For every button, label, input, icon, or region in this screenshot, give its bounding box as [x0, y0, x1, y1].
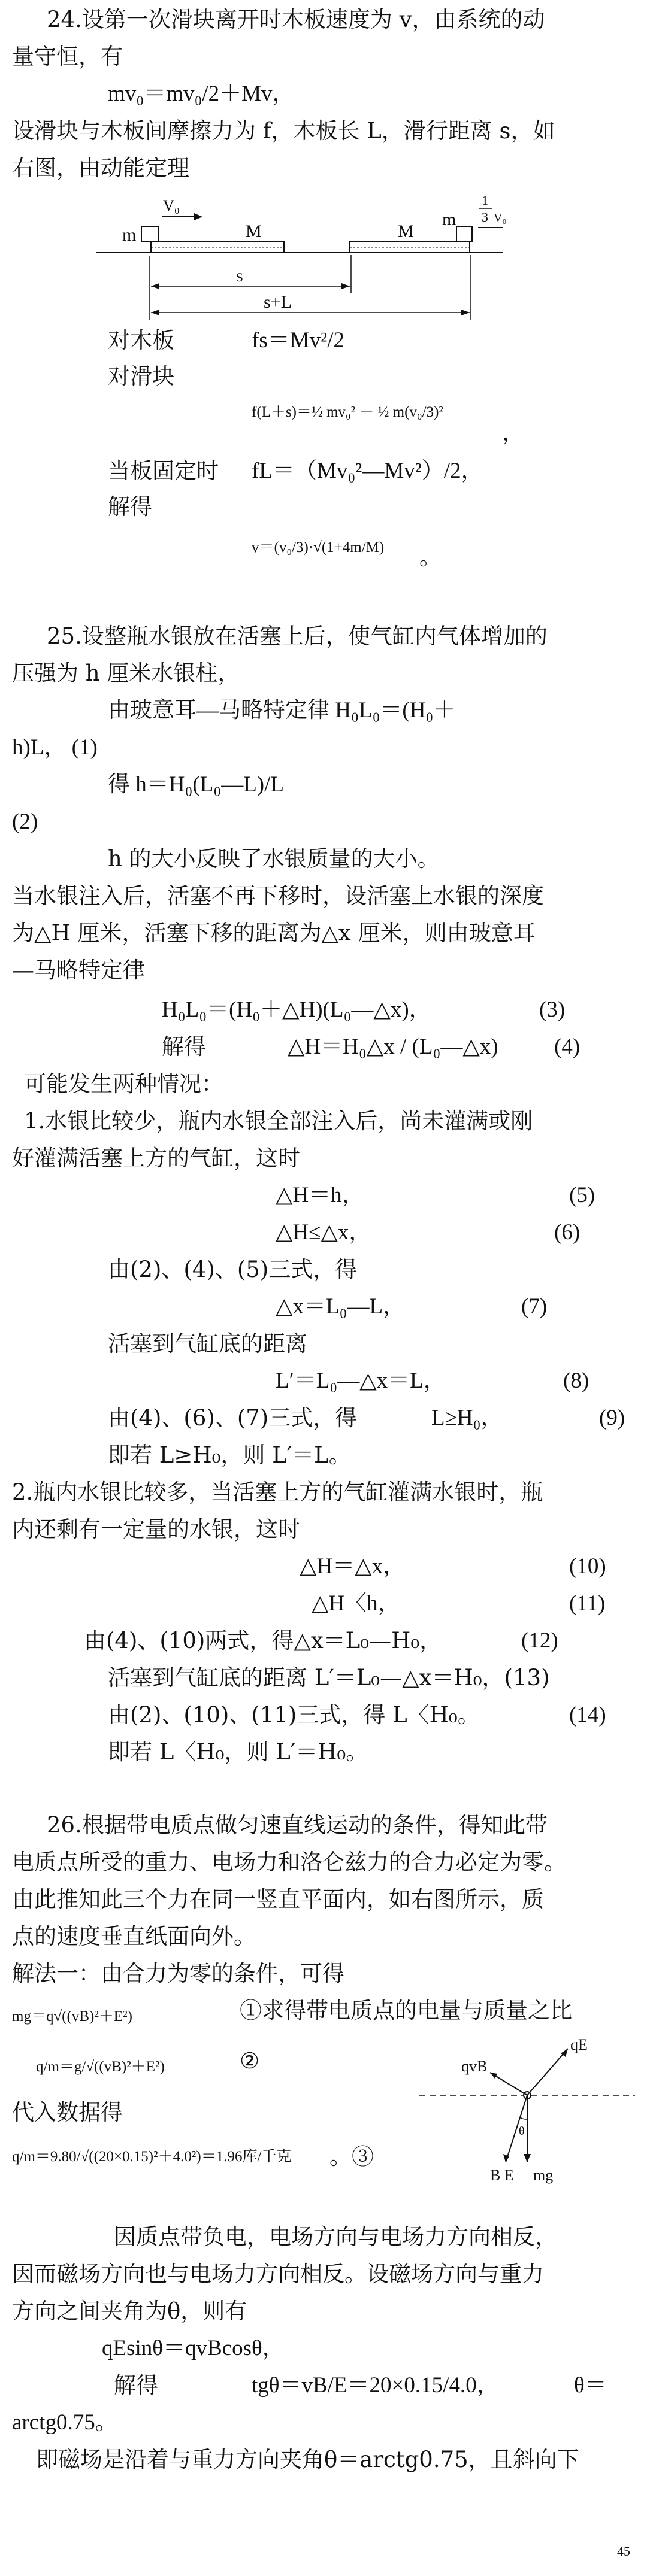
p24-board-label: 对木板 — [108, 327, 174, 353]
p26-line-3: 由此推知此三个力在同一竖直平面内，如右图所示，质 — [12, 1886, 544, 1912]
label-m-left: m — [122, 225, 137, 245]
p26-eq-4: qEsinθ＝qvBcosθ， — [102, 2336, 285, 2360]
p25-line-1: 25.设整瓶水银放在活塞上后，使气缸内气体增加的 — [47, 623, 548, 649]
p25-line-6: (2) — [12, 809, 38, 834]
p24-line-1: 24.设第一次滑块离开时木板速度为 v，由系统的动 — [47, 7, 545, 32]
p25-eq-8: L′＝L₀—△x＝L， — [276, 1369, 446, 1393]
p25-num-10: (10) — [569, 1554, 606, 1579]
p26-eq-1-note: ①求得带电质点的电量与质量之比 — [240, 1998, 572, 2023]
p25-num-14: (14) — [569, 1703, 606, 1727]
p25-num-6: (6) — [554, 1220, 581, 1245]
p25-num-7: (7) — [521, 1294, 548, 1319]
p25-eq-11: △H〈h， — [312, 1591, 400, 1616]
p26-force-diagram — [413, 2035, 641, 2191]
p26-para-1: 因质点带负电，电场方向与电场力方向相反， — [114, 2224, 557, 2250]
p25-if-a: 即若 L≥H₀，则 L′＝L。 — [108, 1442, 351, 1468]
p26-eq-2: q/m＝g/√((vB)²＋E²) — [36, 2059, 165, 2075]
p26-line-5: 解法一：由合力为零的条件，可得 — [12, 1961, 344, 1986]
p24-slider-label: 对滑块 — [108, 363, 174, 389]
p25-cases: 可能发生两种情况： — [24, 1071, 223, 1097]
p26-eq-3: q/m＝9.80/√((20×0.15)²＋4.0²)＝1.96库/千克 — [12, 2149, 292, 2165]
p25-line-4: h)L， (1) — [12, 735, 98, 760]
p25-eq-5: △H＝h， — [276, 1183, 364, 1207]
p24-board-eq: fs＝Mv²/2 — [252, 328, 344, 353]
p25-dist-1: 活塞到气缸底的距离 — [108, 1331, 307, 1357]
p25-from-2: 由(4)、(6)、(7)三式，得 — [108, 1405, 358, 1431]
p26-eq-1: mg＝q√((vB)²＋E²) — [12, 2008, 132, 2025]
p26-solve: 解得 — [114, 2372, 158, 2398]
p25-eq-7: △x＝L₀—L， — [276, 1294, 406, 1319]
p24-solve-end: 。 — [419, 544, 442, 570]
p25-case1-a: 1.水银比较少，瓶内水银全部注入后，尚未灌满或刚 — [24, 1108, 533, 1134]
p25-num-9: (9) — [599, 1406, 625, 1430]
p25-from-4: 由(2)、(10)、(11)三式，得 L〈H₀。 — [108, 1702, 480, 1728]
p25-case2-a: 2.瓶内水银比较多，当活塞上方的气缸灌满水银时，瓶 — [12, 1479, 543, 1505]
p24-line-2: 量守恒，有 — [12, 44, 123, 69]
p25-eq-4: △H＝H₀△x / (L₀—△x) — [288, 1034, 498, 1059]
label-third-num: 1 — [482, 193, 488, 208]
force-label-mg: mg — [533, 2167, 554, 2184]
p25-eq-10: △H＝△x， — [300, 1554, 406, 1579]
p25-if-b: 即若 L〈H₀，则 L′＝H₀。 — [108, 1739, 368, 1765]
p25-line-7: h 的大小反映了水银质量的大小。 — [108, 846, 440, 872]
p24-sliding-block-figure — [84, 193, 507, 330]
force-label-BE: B E — [490, 2167, 514, 2184]
p24-line-3: 设滑块与木板间摩擦力为 f，木板长 L，滑行距离 s，如 — [12, 118, 555, 144]
p24-slider-comma: ， — [502, 420, 524, 445]
label-third-v0: V₀ — [494, 211, 507, 224]
p26-arctg: arctg0.75。 — [12, 2410, 117, 2435]
force-label-theta: θ — [519, 2125, 525, 2138]
p26-last-line: 即磁场是沿着与重力方向夹角θ＝arctg0.75，且斜向下 — [36, 2447, 579, 2472]
p25-eq-6: △H≤△x， — [276, 1220, 371, 1245]
p25-line-9: 为△H 厘米，活塞下移的距离为△x 厘米，则由玻意耳 — [12, 920, 536, 946]
p26-eq-2-no: ② — [240, 2048, 260, 2074]
force-label-qvB: qvB — [461, 2058, 488, 2075]
label-M-right: M — [398, 222, 414, 241]
p24-fixed-label: 当板固定时 — [108, 458, 219, 484]
right-block — [456, 226, 472, 242]
p25-num-5: (5) — [569, 1183, 595, 1207]
left-block — [141, 226, 158, 242]
p25-line-5: 得 h＝H₀(L₀—L)/L — [108, 772, 284, 797]
label-s-plus-L: s+L — [264, 292, 292, 312]
p26-substitute: 代入数据得 — [12, 2099, 123, 2125]
p26-para-3: 方向之间夹角为θ，则有 — [12, 2298, 247, 2324]
force-label-qE: qE — [570, 2036, 588, 2053]
p25-eq-3: H₀L₀＝(H₀＋△H)(L₀—△x)， — [162, 997, 431, 1022]
p24-slider-eq: f(L＋s)＝½ mv₀² － ½ m(v₀/3)² — [252, 404, 443, 420]
p25-line-3: 由玻意耳—马略特定律 H₀L₀＝(H₀＋ — [108, 698, 456, 723]
p25-line-8: 当水银注入后，活塞不再下移时，设活塞上水银的深度 — [12, 883, 544, 909]
p25-num-11: (11) — [569, 1591, 606, 1616]
p26-line-4: 点的速度垂直纸面向外。 — [12, 1923, 256, 1949]
p25-line-10: —马略特定律 — [12, 957, 145, 983]
p25-num-8: (8) — [563, 1369, 589, 1393]
p25-case2-b: 内还剩有一定量的水银，这时 — [12, 1516, 300, 1542]
p26-eq-5: tgθ＝vB/E＝20×0.15/4.0， — [252, 2373, 499, 2398]
p24-eq-momentum: mv₀＝mv₀/2＋Mv， — [108, 81, 295, 106]
p24-fixed-eq: fL＝（Mv₀²—Mv²）/2， — [252, 459, 483, 483]
p24-line-4: 右图，由动能定理 — [12, 155, 189, 181]
label-m-right: m — [442, 210, 456, 229]
label-third-den: 3 — [482, 210, 488, 224]
p25-num-12: (12) — [521, 1628, 558, 1653]
p25-case1-b: 好灌满活塞上方的气缸，这时 — [12, 1145, 300, 1171]
p26-line-2: 电质点所受的重力、电场力和洛仑兹力的合力必定为零。 — [12, 1849, 566, 1875]
p26-para-2: 因而磁场方向也与电场力方向相反。设磁场方向与重力 — [12, 2261, 544, 2287]
p24-solve-label: 解得 — [108, 494, 152, 520]
p26-line-1: 26.根据带电质点做匀速直线运动的条件，得知此带 — [47, 1812, 548, 1838]
p25-from-1: 由(2)、(4)、(5)三式，得 — [108, 1257, 358, 1282]
p25-eq-9: L≥H₀， — [431, 1406, 503, 1430]
p26-eq-5b: θ＝ — [574, 2373, 607, 2398]
p25-solve: 解得 — [162, 1034, 206, 1060]
p25-from-3: 由(4)、(10)两式，得△x＝L₀—H₀， — [84, 1628, 442, 1653]
p25-num-3: (3) — [539, 997, 566, 1022]
p24-solve-eq: v＝(v₀/3)·√(1+4m/M) — [252, 539, 385, 556]
p25-dist-2: 活塞到气缸底的距离 L′＝L₀—△x＝H₀，(13) — [108, 1665, 550, 1691]
p25-line-2: 压强为 h 厘米水银柱， — [12, 660, 240, 686]
page-number: 45 — [617, 2544, 630, 2559]
label-v0: V₀ — [163, 197, 180, 214]
p25-num-4: (4) — [554, 1034, 581, 1059]
p26-eq-3-no: 。③ — [329, 2144, 374, 2170]
label-s: s — [236, 266, 243, 286]
label-M-left: M — [246, 222, 262, 241]
